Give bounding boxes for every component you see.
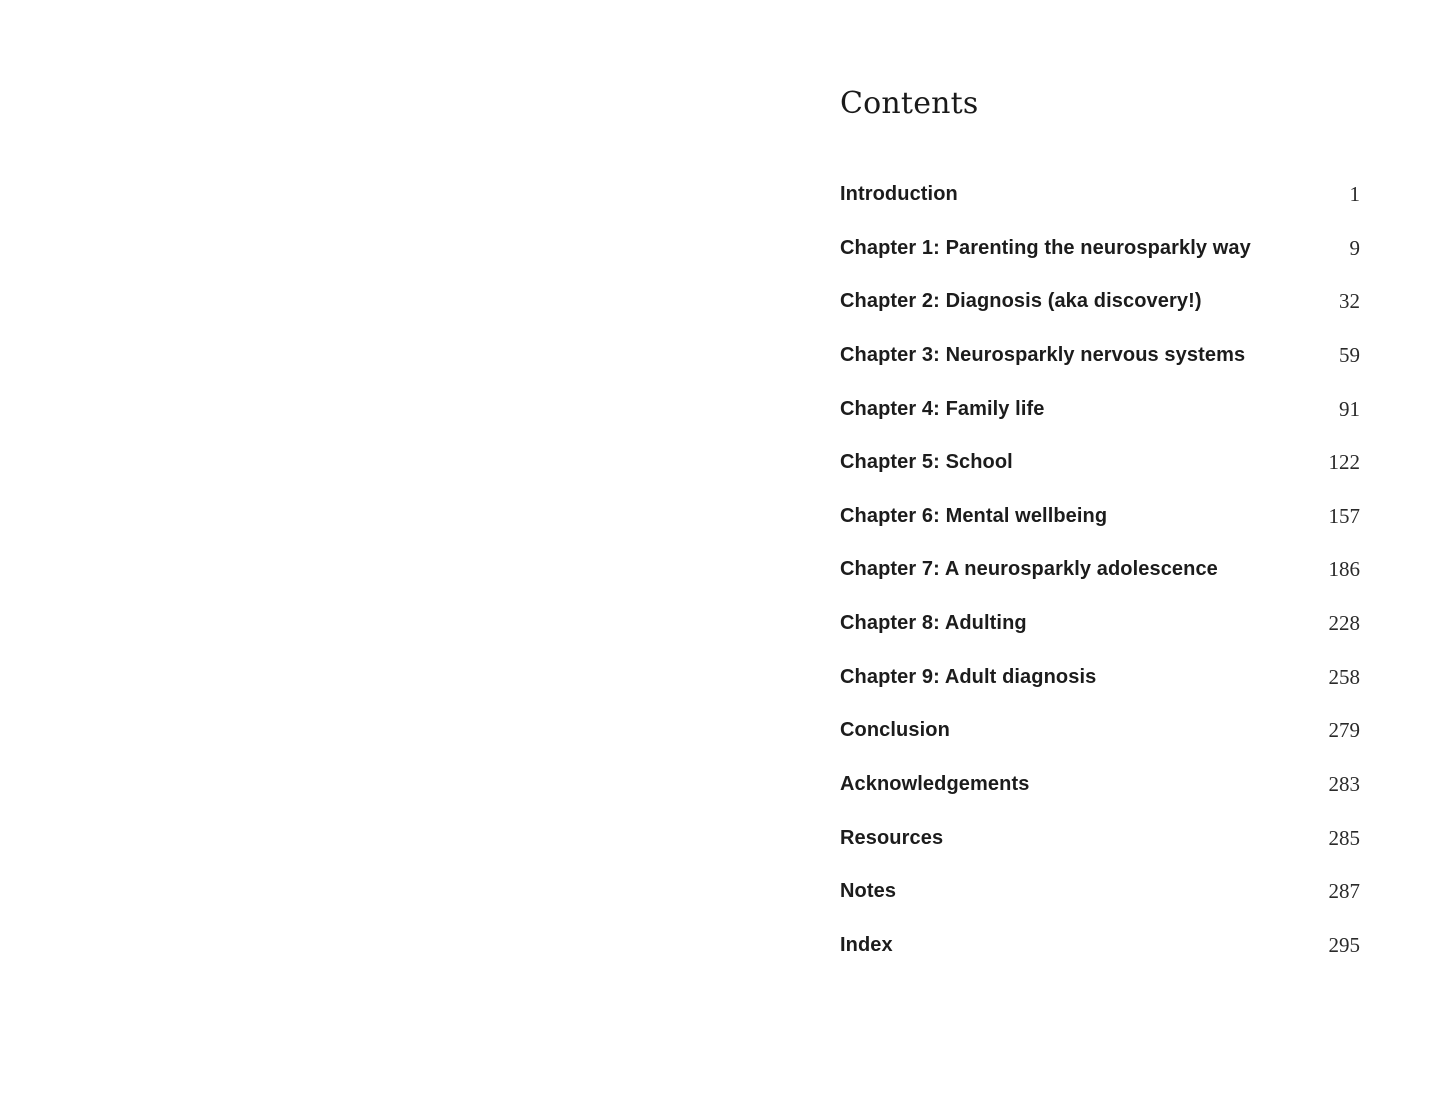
toc-entry-notes[interactable] [840,875,1360,929]
toc-entry-label: Introduction [840,183,958,205]
toc-entry-page-number: 122 [1328,450,1360,475]
toc-entry-chapter-7[interactable] [840,553,1360,607]
toc-entry-page-number: 32 [1339,289,1360,314]
toc-entry-acknowledgements[interactable] [840,768,1360,822]
toc-entry-page-number: 258 [1328,664,1360,689]
toc-entry-label: Index [840,933,893,956]
toc-entry-conclusion[interactable] [840,714,1360,768]
toc-entry-label: Chapter 4: Family life [840,397,1045,420]
toc-entry-chapter-3[interactable] [840,339,1360,393]
toc-entry-label: Chapter 5: School [840,451,1013,474]
toc-entry-label: Chapter 2: Diagnosis (aka discovery!) [840,290,1202,313]
toc-entry-page-number: 283 [1328,772,1360,797]
toc-entry-label: Conclusion [840,719,950,742]
toc-entry-chapter-8[interactable] [840,607,1360,661]
toc-entry-resources[interactable] [840,822,1360,876]
toc-entry-chapter-5[interactable] [840,446,1360,500]
toc-entry-page-number: 157 [1328,503,1360,528]
toc-entry-page-number: 279 [1328,718,1360,743]
contents-page [722,0,1445,1105]
toc-entry-index[interactable] [840,929,1360,983]
toc-entry-label: Chapter 1: Parenting the neurosparkly way [840,236,1251,259]
toc-entry-page-number: 91 [1339,396,1360,421]
toc-entry-label: Acknowledgements [840,773,1030,796]
toc-entry-page-number: 285 [1328,825,1360,850]
toc-entry-label: Notes [840,880,897,903]
toc-entry-introduction[interactable] [840,178,1360,232]
toc-entry-label: Chapter 6: Mental wellbeing [840,504,1108,527]
table-of-contents [840,178,1360,983]
toc-entry-label: Chapter 9: Adult diagnosis [840,665,1097,688]
toc-entry-label: Chapter 7: A neurosparkly adolescence [840,558,1218,581]
toc-entry-chapter-6[interactable] [840,500,1360,554]
page-title: Contents [840,86,979,121]
toc-entry-page-number: 228 [1328,611,1360,636]
toc-entry-chapter-2[interactable] [840,285,1360,339]
toc-entry-chapter-9[interactable] [840,661,1360,715]
toc-entry-label: Chapter 3: Neurosparkly nervous systems [840,343,1246,366]
toc-entry-page-number: 9 [1349,235,1360,260]
toc-entry-page-number: 1 [1349,182,1360,206]
toc-entry-page-number: 287 [1328,879,1360,904]
toc-entry-chapter-4[interactable] [840,393,1360,447]
toc-entry-page-number: 295 [1328,932,1360,957]
toc-entry-label: Resources [840,826,944,849]
left-page-blank [0,0,722,1105]
toc-entry-label: Chapter 8: Adulting [840,612,1027,635]
toc-entry-page-number: 59 [1339,342,1360,367]
toc-entry-chapter-1[interactable] [840,232,1360,286]
toc-entry-page-number: 186 [1328,557,1360,582]
